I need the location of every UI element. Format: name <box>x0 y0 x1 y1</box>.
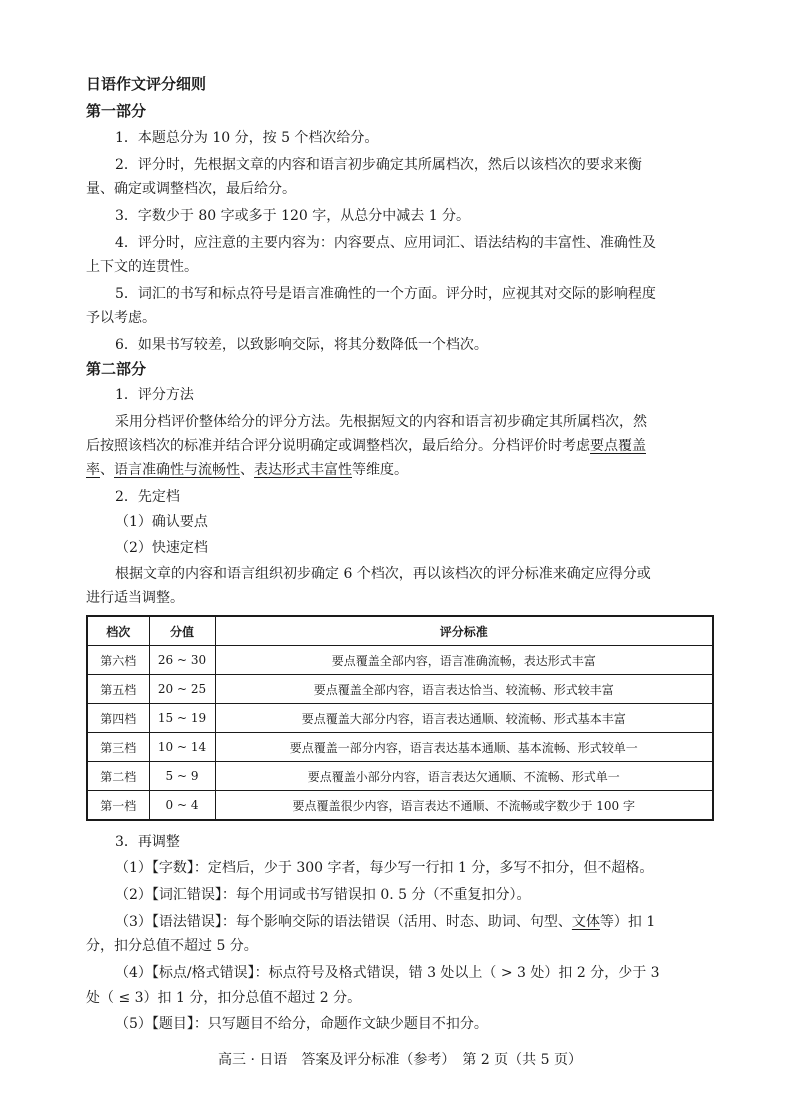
method-paragraph: 采用分档评价整体给分的评分方法。先根据短文的内容和语言初步确定其所属档次，然 <box>115 414 647 430</box>
grade-cell: 第二档 <box>87 762 149 791</box>
score-cell: 15 ~ 19 <box>149 704 215 733</box>
header-score: 分值 <box>149 616 215 646</box>
part1-heading: 第一部分 <box>86 102 147 120</box>
criteria-cell: 要点覆盖小部分内容，语言表达欠通顺、不流畅、形式单一 <box>215 762 713 791</box>
page-footer: 高三 · 日语 答案及评分标准（参考） 第 2 页（共 5 页） <box>218 1052 582 1068</box>
adjust-vocab: （2）【词汇错误】：每个用词或书写错误扣 0. 5 分（不重复扣分）。 <box>115 887 531 903</box>
document-title: 日语作文评分细则 <box>86 75 207 93</box>
part1-item: 5．词汇的书写和标点符号是语言准确性的一个方面。评分时，应视其对交际的影响程度 <box>115 286 656 302</box>
step2-sub1: （1）确认要点 <box>115 514 208 530</box>
table-row <box>87 762 713 791</box>
step2-title: 2．先定档 <box>115 489 180 505</box>
method-paragraph <box>86 460 408 480</box>
part1-item: 上下文的连贯性。 <box>86 259 198 275</box>
score-cell: 5 ~ 9 <box>149 762 215 791</box>
score-cell: 0 ~ 4 <box>149 791 215 821</box>
part1-item: 2．评分时，先根据文章的内容和语言初步确定其所属档次，然后以该档次的要求来衡 <box>115 157 642 173</box>
method-text: 后按照该档次的标准并结合评分说明确定或调整档次，最后给分。分档评价时考虑 <box>86 438 590 454</box>
table-row <box>87 704 713 733</box>
grade-cell: 第六档 <box>87 646 149 675</box>
dimension-richness: 表达形式丰富性 <box>254 462 352 478</box>
part1-item: 予以考虑。 <box>86 310 156 326</box>
scoring-table <box>86 615 714 821</box>
part1-item: 3．字数少于 80 字或多于 120 字，从总分中减去 1 分。 <box>115 208 471 224</box>
adjust-word-count: （1）【字数】：定档后，少于 300 字者，每少写一行扣 1 分，多写不扣分，但不超格。 <box>115 860 654 876</box>
method-title: 1．评分方法 <box>115 387 194 403</box>
adjust-title: （5）【题目】：只写题目不给分，命题作文缺少题目不扣分。 <box>115 1016 488 1032</box>
grammar-style-term: 文体 <box>571 914 600 930</box>
table-row <box>87 791 713 821</box>
dimension-accuracy: 语言准确性与流畅性 <box>114 462 240 478</box>
part2-heading: 第二部分 <box>86 360 147 378</box>
grammar-text-tail: 等）扣 1 <box>599 914 656 930</box>
grade-cell: 第三档 <box>87 733 149 762</box>
table-row <box>87 733 713 762</box>
method-tail: 等维度。 <box>352 462 408 478</box>
step3-title: 3．再调整 <box>115 834 180 850</box>
grade-paragraph: 根据文章的内容和语言组织初步确定 6 个档次，再以该档次的评分标准来确定应得分或 <box>115 566 651 582</box>
part1-item: 4．评分时，应注意的主要内容为：内容要点、应用词汇、语法结构的丰富性、准确性及 <box>115 235 656 251</box>
adjust-grammar <box>115 912 655 932</box>
criteria-cell: 要点覆盖大部分内容，语言表达通顺、较流畅、形式基本丰富 <box>215 704 713 733</box>
adjust-punctuation-cont: 处（ ≤ 3）扣 1 分，扣分总值不超过 2 分。 <box>86 990 362 1006</box>
table-row <box>87 646 713 675</box>
step2-sub2: （2）快速定档 <box>115 540 208 556</box>
score-cell: 20 ~ 25 <box>149 675 215 704</box>
grade-cell: 第四档 <box>87 704 149 733</box>
criteria-cell: 要点覆盖全部内容，语言表达恰当、较流畅、形式较丰富 <box>215 675 713 704</box>
criteria-cell: 要点覆盖很少内容，语言表达不通顺、不流畅或字数少于 100 字 <box>215 791 713 821</box>
dimension-coverage: 率 <box>86 462 100 478</box>
table-header-row <box>87 616 713 646</box>
criteria-cell: 要点覆盖一部分内容，语言表达基本通顺、基本流畅、形式较单一 <box>215 733 713 762</box>
part1-item: 1．本题总分为 10 分，按 5 个档次给分。 <box>115 130 379 146</box>
separator: 、 <box>100 462 114 478</box>
adjust-grammar-cont: 分，扣分总值不超过 5 分。 <box>86 938 258 954</box>
score-cell: 10 ~ 14 <box>149 733 215 762</box>
header-grade: 档次 <box>87 616 149 646</box>
score-cell: 26 ~ 30 <box>149 646 215 675</box>
grammar-text: （3）【语法错误】：每个影响交际的语法错误（活用、时态、助词、句型、 <box>115 914 572 930</box>
separator: 、 <box>240 462 254 478</box>
adjust-punctuation: （4）【标点/格式错误】：标点符号及格式错误，错 3 处以上（ > 3 处）扣 2 分，少于 3 <box>115 965 660 981</box>
header-criteria: 评分标准 <box>215 616 713 646</box>
part1-item: 6．如果书写较差，以致影响交际，将其分数降低一个档次。 <box>115 337 488 353</box>
part1-item: 量、确定或调整档次，最后给分。 <box>86 181 296 197</box>
grade-paragraph: 进行适当调整。 <box>86 590 184 606</box>
criteria-cell: 要点覆盖全部内容，语言准确流畅，表达形式丰富 <box>215 646 713 675</box>
table-row <box>87 675 713 704</box>
method-paragraph <box>86 436 646 456</box>
grade-cell: 第一档 <box>87 791 149 821</box>
dimension-coverage: 要点覆盖 <box>590 438 646 454</box>
grade-cell: 第五档 <box>87 675 149 704</box>
